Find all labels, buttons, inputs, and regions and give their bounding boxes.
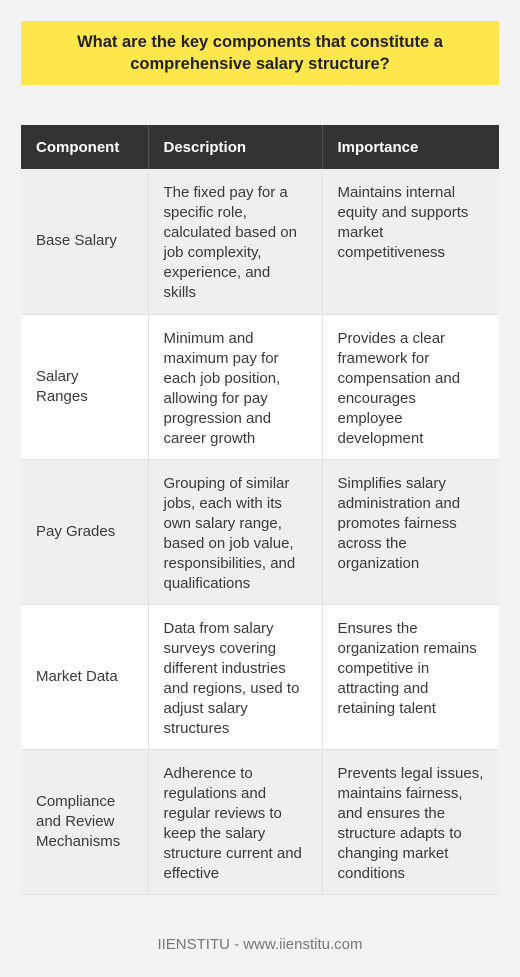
cell-component: Salary Ranges: [21, 314, 148, 459]
header-importance: Importance: [322, 125, 499, 169]
cell-description: Adherence to regulations and regular reviews to keep the salary structure current and effective: [148, 749, 322, 894]
cell-importance: Prevents legal issues, maintains fairness, and ensures the structure adapts to changing market conditions: [322, 749, 499, 894]
page-title: What are the key components that constitute a comprehensive salary structure?: [77, 33, 443, 73]
table-row: [21, 604, 499, 749]
cell-importance: Ensures the organization remains competitive in attracting and retaining talent: [322, 604, 499, 749]
cell-component: Base Salary: [21, 169, 148, 314]
cell-description: Minimum and maximum pay for each job position, allowing for pay progression and career growth: [148, 314, 322, 459]
header-description: Description: [148, 125, 322, 169]
table-row: [21, 459, 499, 604]
cell-component: Pay Grades: [21, 459, 148, 604]
cell-component: Compliance and Review Mechanisms: [21, 749, 148, 894]
cell-importance: Provides a clear framework for compensation and encourages employee development: [322, 314, 499, 459]
table-row: [21, 314, 499, 459]
salary-structure-table: [21, 125, 499, 895]
cell-description: Data from salary surveys covering different industries and regions, used to adjust salary structures: [148, 604, 322, 749]
header-component: Component: [21, 125, 148, 169]
cell-importance: Simplifies salary administration and promotes fairness across the organization: [322, 459, 499, 604]
cell-component: Market Data: [21, 604, 148, 749]
table-header-row: [21, 125, 499, 169]
cell-description: The fixed pay for a specific role, calculated based on job complexity, experience, and skills: [148, 169, 322, 314]
table-row: [21, 749, 499, 894]
footer-credit: IIENSTITU - www.iienstitu.com: [157, 936, 363, 953]
cell-importance: Maintains internal equity and supports market competitiveness: [322, 169, 499, 314]
title-banner: [21, 21, 499, 85]
table-row: [21, 169, 499, 314]
cell-description: Grouping of similar jobs, each with its own salary range, based on job value, responsibilities, and qualifications: [148, 459, 322, 604]
